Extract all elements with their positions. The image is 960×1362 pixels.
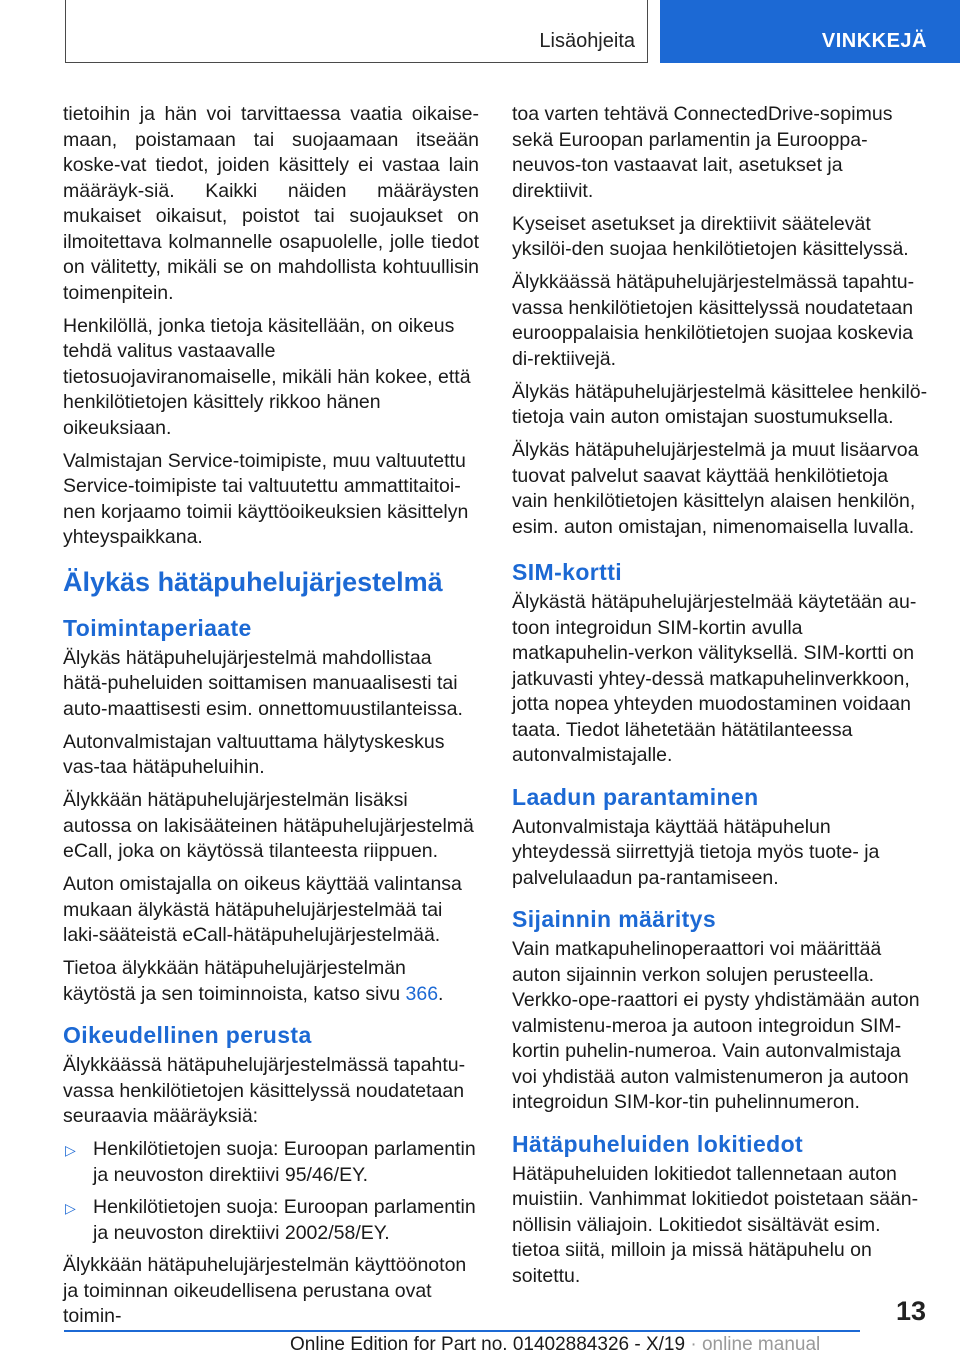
footer-edition: [290, 1334, 820, 1356]
paragraph: Auton omistajalla on oikeus käyttää valintansa mukaan älykästä hätäpuhelujärjestelmää tai laki-sääteistä eCall-hätäpuhelujärjestelmää.: [63, 873, 462, 946]
paragraph-text: Tietoa älykkään hätäpuhelujärjestelmän käytöstä ja sen toiminnoista, katso sivu: [63, 957, 406, 1005]
paragraph: Älykäs hätäpuhelujärjestelmä mahdollistaa hätä-puheluiden soittamisen manuaalisesti tai auto-maattisesti esim. onnettomuustilanteissa.: [63, 646, 463, 720]
paragraph: Autonvalmistaja käyttää hätäpuhelun yhteydessä siirrettyjä tietoja myös tuote- ja palvelulaadun pa-rantamiseen.: [512, 815, 880, 889]
paragraph: Kyseiset asetukset ja direktiivit säätelevät yksilöi-den suojaa henkilötietojen käsittelyssä.: [512, 212, 909, 260]
paragraph: Älykkäässä hätäpuhelujärjestelmässä tapahtu-vassa henkilötietojen käsittelyssä noudatetaan eurooppalaisia henkilötietojen suojaa koskevia di-rektiivejä.: [512, 271, 915, 370]
directive-list: [63, 1137, 479, 1246]
triangle-bullet-icon: ▷: [65, 1142, 76, 1158]
paragraph: Vain matkapuhelinoperaattori voi määrittää auton sijainnin verkon solujen perusteella. Verkko-ope-raattori ei pysty yhdistämään auton valmistenu-meroa ja autoon integroidun SIM-kortin puhelin-numeroa. Vain autonvalmistaja voi yhdistää auton valmistenumeron ja autoon integroidun SIM-kor-tin puhelinnumeron.: [512, 938, 920, 1113]
subheading-call-logs: Hätäpuheluiden lokitiedot: [512, 1130, 804, 1157]
left-column: [63, 102, 479, 1337]
subheading-sim-card: SIM-kortti: [512, 559, 623, 585]
page-reference-link[interactable]: 366: [405, 982, 439, 1005]
footer-divider: [64, 1330, 860, 1332]
paragraph: Hätäpuheluiden lokitiedot tallennetaan auton muistiin. Vanhimmat lokitiedot poistetaan sään-nöllisin väliajoin. Lokitiedot sisältävät esim. tietoa siitä, milloin ja missä hätäpuhelu on soitettu.: [512, 1162, 919, 1287]
header-chapter-box: [660, 0, 960, 63]
paragraph: Älykkäässä hätäpuhelujärjestelmässä tapahtu-vassa henkilötietojen käsittelyssä noudatetaan seuraavia määräyksiä:: [63, 1054, 466, 1127]
list-item-text: Henkilötietojen suoja: Euroopan parlamentin ja neuvoston direktiivi 2002/58/EY.: [93, 1196, 476, 1244]
list-item: [63, 1137, 479, 1188]
edition-text: Online Edition for Part no. 01402884326 - X/19: [290, 1334, 686, 1355]
paragraph: toa varten tehtävä ConnectedDrive-sopimus sekä Euroopan parlamentin ja Eurooppa-neuvos-ton vastaavat lait, asetukset ja direktiivit.: [512, 103, 893, 202]
triangle-bullet-icon: ▷: [65, 1200, 76, 1216]
paragraph: Älykäs hätäpuhelujärjestelmä ja muut lisäarvoa tuovat palvelut saavat käyttää henkilötietoja vain henkilötietojen käsittelyn alaisen henkilön, esim. auton omistajan, nimenomaisella luvalla.: [512, 439, 919, 538]
subheading-operating-principle: Toimintaperiaate: [63, 614, 252, 641]
header-chapter-title: VINKKEJÄ: [821, 30, 927, 52]
paragraph: [63, 956, 479, 1007]
paragraph: Valmistajan Service-toimipiste, muu valtuutettu Service-toimipiste tai valtuutettu ammattitaitoi-nen korjaamo toimii käyttöoikeuksien käsittelyn yhteyspaikkana.: [63, 449, 469, 548]
right-column: [512, 102, 928, 1297]
subheading-location: Sijainnin määritys: [512, 906, 717, 932]
watermark: · online manual: [685, 1334, 821, 1355]
subheading-quality-improvement: Laadun parantaminen: [512, 783, 759, 810]
header-section-box: [65, 0, 648, 63]
paragraph: Älykkään hätäpuhelujärjestelmän käyttöönoton ja toiminnan oikeudellisena perustana ovat toimin-: [63, 1254, 467, 1327]
paragraph: Älykästä hätäpuhelujärjestelmää käytetään au-toon integroidun SIM-kortin avulla matkapuhelin-verkon välityksellä. SIM-kortti on jatkuvasti yhtey-dessä matkapuhelinverkkoon, jotta nopea yhteyden muodostaminen voidaan taata. Tiedot lähetetään hätätilanteessa autonvalmistajalle.: [512, 591, 917, 766]
page-number: 13: [895, 1296, 926, 1326]
paragraph: Autonvalmistajan valtuuttama hälytyskeskus vas-taa hätäpuheluihin.: [63, 730, 445, 778]
header-section-title: Lisäohjeita: [539, 30, 635, 52]
paragraph: Älykäs hätäpuhelujärjestelmä käsittelee henkilö-tietoja vain auton omistajan suostumuksella.: [512, 380, 928, 428]
list-item: [63, 1195, 479, 1246]
list-item-text: Henkilötietojen suoja: Euroopan parlamentin ja neuvoston direktiivi 95/46/EY.: [93, 1138, 476, 1186]
paragraph-end: .: [438, 982, 444, 1005]
section-heading-emergency-call: Älykäs hätäpuhelujärjestelmä: [63, 566, 443, 597]
paragraph: Henkilöllä, jonka tietoja käsitellään, on oikeus tehdä valitus vastaavalle tietosuojaviranomaiselle, mikäli hän kokee, että henkilötietojen käsittely rikkoo hänen oikeuksiaan.: [63, 314, 471, 439]
subheading-legal-basis: Oikeudellinen perusta: [63, 1022, 312, 1048]
paragraph: tietoihin ja hän voi tarvittaessa vaatia oikaise-maan, poistamaan tai suojaamaan itseään koske-vat tiedot, joiden käsittely ei vastaa lain määräyk-siä. Kaikki näiden määräysten mukaiset oikaisut, poistot tai suojaukset on ilmoitettava kolmannelle osapuolelle, jolle tiedot on välitetty, mikäli se on mahdollista kohtuullisin toimenpitein.: [63, 103, 479, 304]
paragraph: Älykkään hätäpuhelujärjestelmän lisäksi autossa on lakisääteinen hätäpuhelujärjestelmä eCall, joka on käytössä tilanteesta riippuen.: [63, 789, 474, 862]
